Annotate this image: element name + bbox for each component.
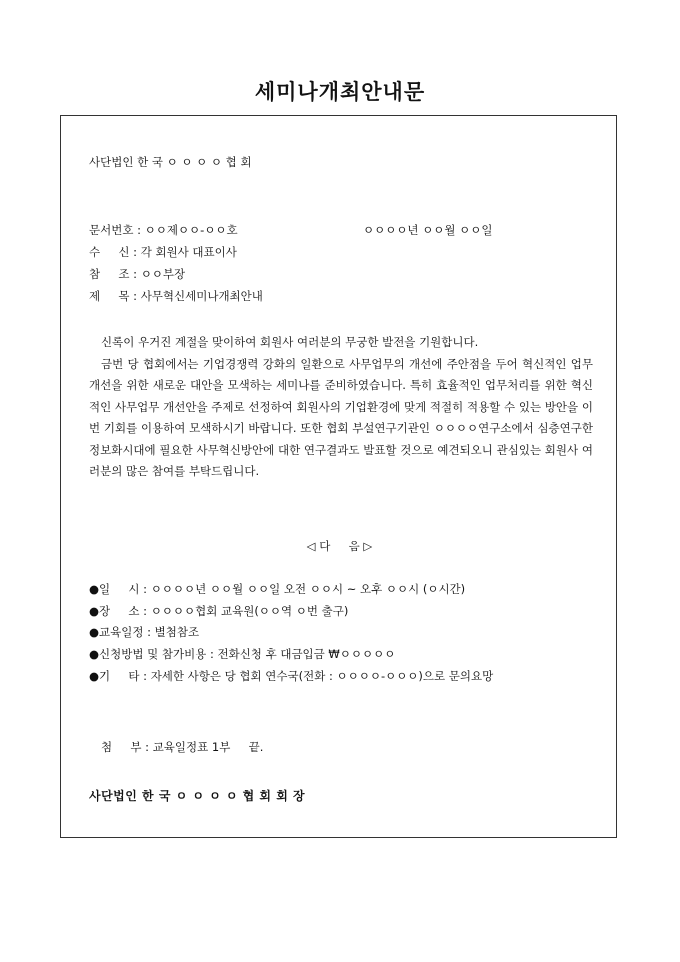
doc-date: ㅇㅇㅇㅇ년 ㅇㅇ월 ㅇㅇ일 — [363, 223, 493, 237]
bullet-icon: ● — [89, 625, 100, 640]
list-item — [89, 603, 493, 625]
detail-label: 교육일정 : — [99, 625, 155, 640]
detail-value: 전화신청 후 대금입금 ₩ㅇㅇㅇㅇㅇ — [217, 647, 396, 662]
doc-number-row — [89, 222, 238, 238]
list-item — [89, 624, 493, 646]
main-paragraph: 금번 당 협회에서는 기업경쟁력 강화의 일환으로 사무업무의 개선에 주안점을 두어 혁신적인 업무개선을 위한 새로운 대안을 모색하는 세미나를 준비하였습니다. 특히 효율적인 업무처리를 위한 혁신적인 사무업무 개선안을 주제로 선정하여 회원사의 기업환경에 맞게 적절히 적용할 수 있는 방안을 이번 기회를 이용하여 모색하시기 바랍니다. 또한 협회 부설연구기관인 ㅇㅇㅇㅇ연구소에서 심층연구한 정보화시대에 필요한 사무혁신방안에 대한 연구결과도 발표할 것으로 예견되오니 관심있는 회원사 여러분의 많은 참여를 부탁드립니다. — [89, 356, 593, 478]
document-title: 세미나개최안내문 — [254, 79, 426, 104]
greeting-paragraph: 신록이 우거진 계절을 맞이하여 회원사 여러분의 무궁한 발전을 기원합니다. — [101, 335, 479, 349]
reference-label: 참 조 : — [89, 267, 141, 281]
bullet-icon: ● — [89, 603, 100, 618]
recipient-value: 각 회원사 대표이사 — [140, 245, 237, 259]
recipient-label: 수 신 : — [89, 245, 141, 259]
bullet-icon: ● — [89, 582, 100, 596]
detail-value: 자세한 사항은 당 협회 연수국(전화 : ㅇㅇㅇㅇ-ㅇㅇㅇ)으로 문의요망 — [150, 668, 494, 683]
subject-label: 제 목 : — [89, 289, 141, 303]
reference-row — [89, 266, 185, 282]
detail-value: ㅇㅇㅇㅇ협회 교육원(ㅇㅇ역 ㅇ번 출구) — [150, 603, 349, 618]
list-item — [89, 646, 493, 668]
bullet-icon: ● — [89, 647, 100, 662]
organization-name: 사단법인 한 국 ㅇ ㅇ ㅇ ㅇ 협 회 — [89, 155, 252, 169]
detail-value: 별첨참조 — [154, 625, 200, 640]
attachment-value: 교육일정표 1부 끝. — [152, 740, 264, 754]
detail-label: 장 소 : — [99, 603, 151, 618]
detail-label: 신청방법 및 참가비용 : — [99, 647, 218, 662]
doc-number-value: ㅇㅇ제ㅇㅇ-ㅇㅇ호 — [144, 223, 238, 237]
subject-value: 사무혁신세미나개최안내 — [140, 289, 263, 303]
list-item — [89, 581, 493, 603]
body-text — [89, 332, 593, 483]
detail-value: ㅇㅇㅇㅇ년 ㅇㅇ월 ㅇㅇ일 오전 ㅇㅇ시 ~ 오후 ㅇㅇ시 (ㅇ시간) — [150, 582, 466, 596]
detail-label: 기 타 : — [99, 668, 151, 683]
reference-value: ㅇㅇ부장 — [140, 267, 186, 281]
subject-row — [89, 288, 263, 304]
document-frame — [60, 115, 617, 838]
list-item — [89, 668, 493, 690]
recipient-row — [89, 244, 237, 260]
attachment-row — [101, 739, 263, 755]
section-heading: ◁ 다 음 ▷ — [306, 539, 373, 553]
details-list — [89, 581, 493, 689]
detail-label: 일 시 : — [99, 582, 151, 596]
doc-number-label: 문서번호 : — [89, 223, 145, 237]
bullet-icon: ● — [89, 668, 100, 683]
sender-signature: 사단법인 한 국 ㅇ ㅇ ㅇ ㅇ 협 회 회 장 — [89, 789, 306, 803]
attachment-label: 첨 부 : — [101, 740, 153, 754]
